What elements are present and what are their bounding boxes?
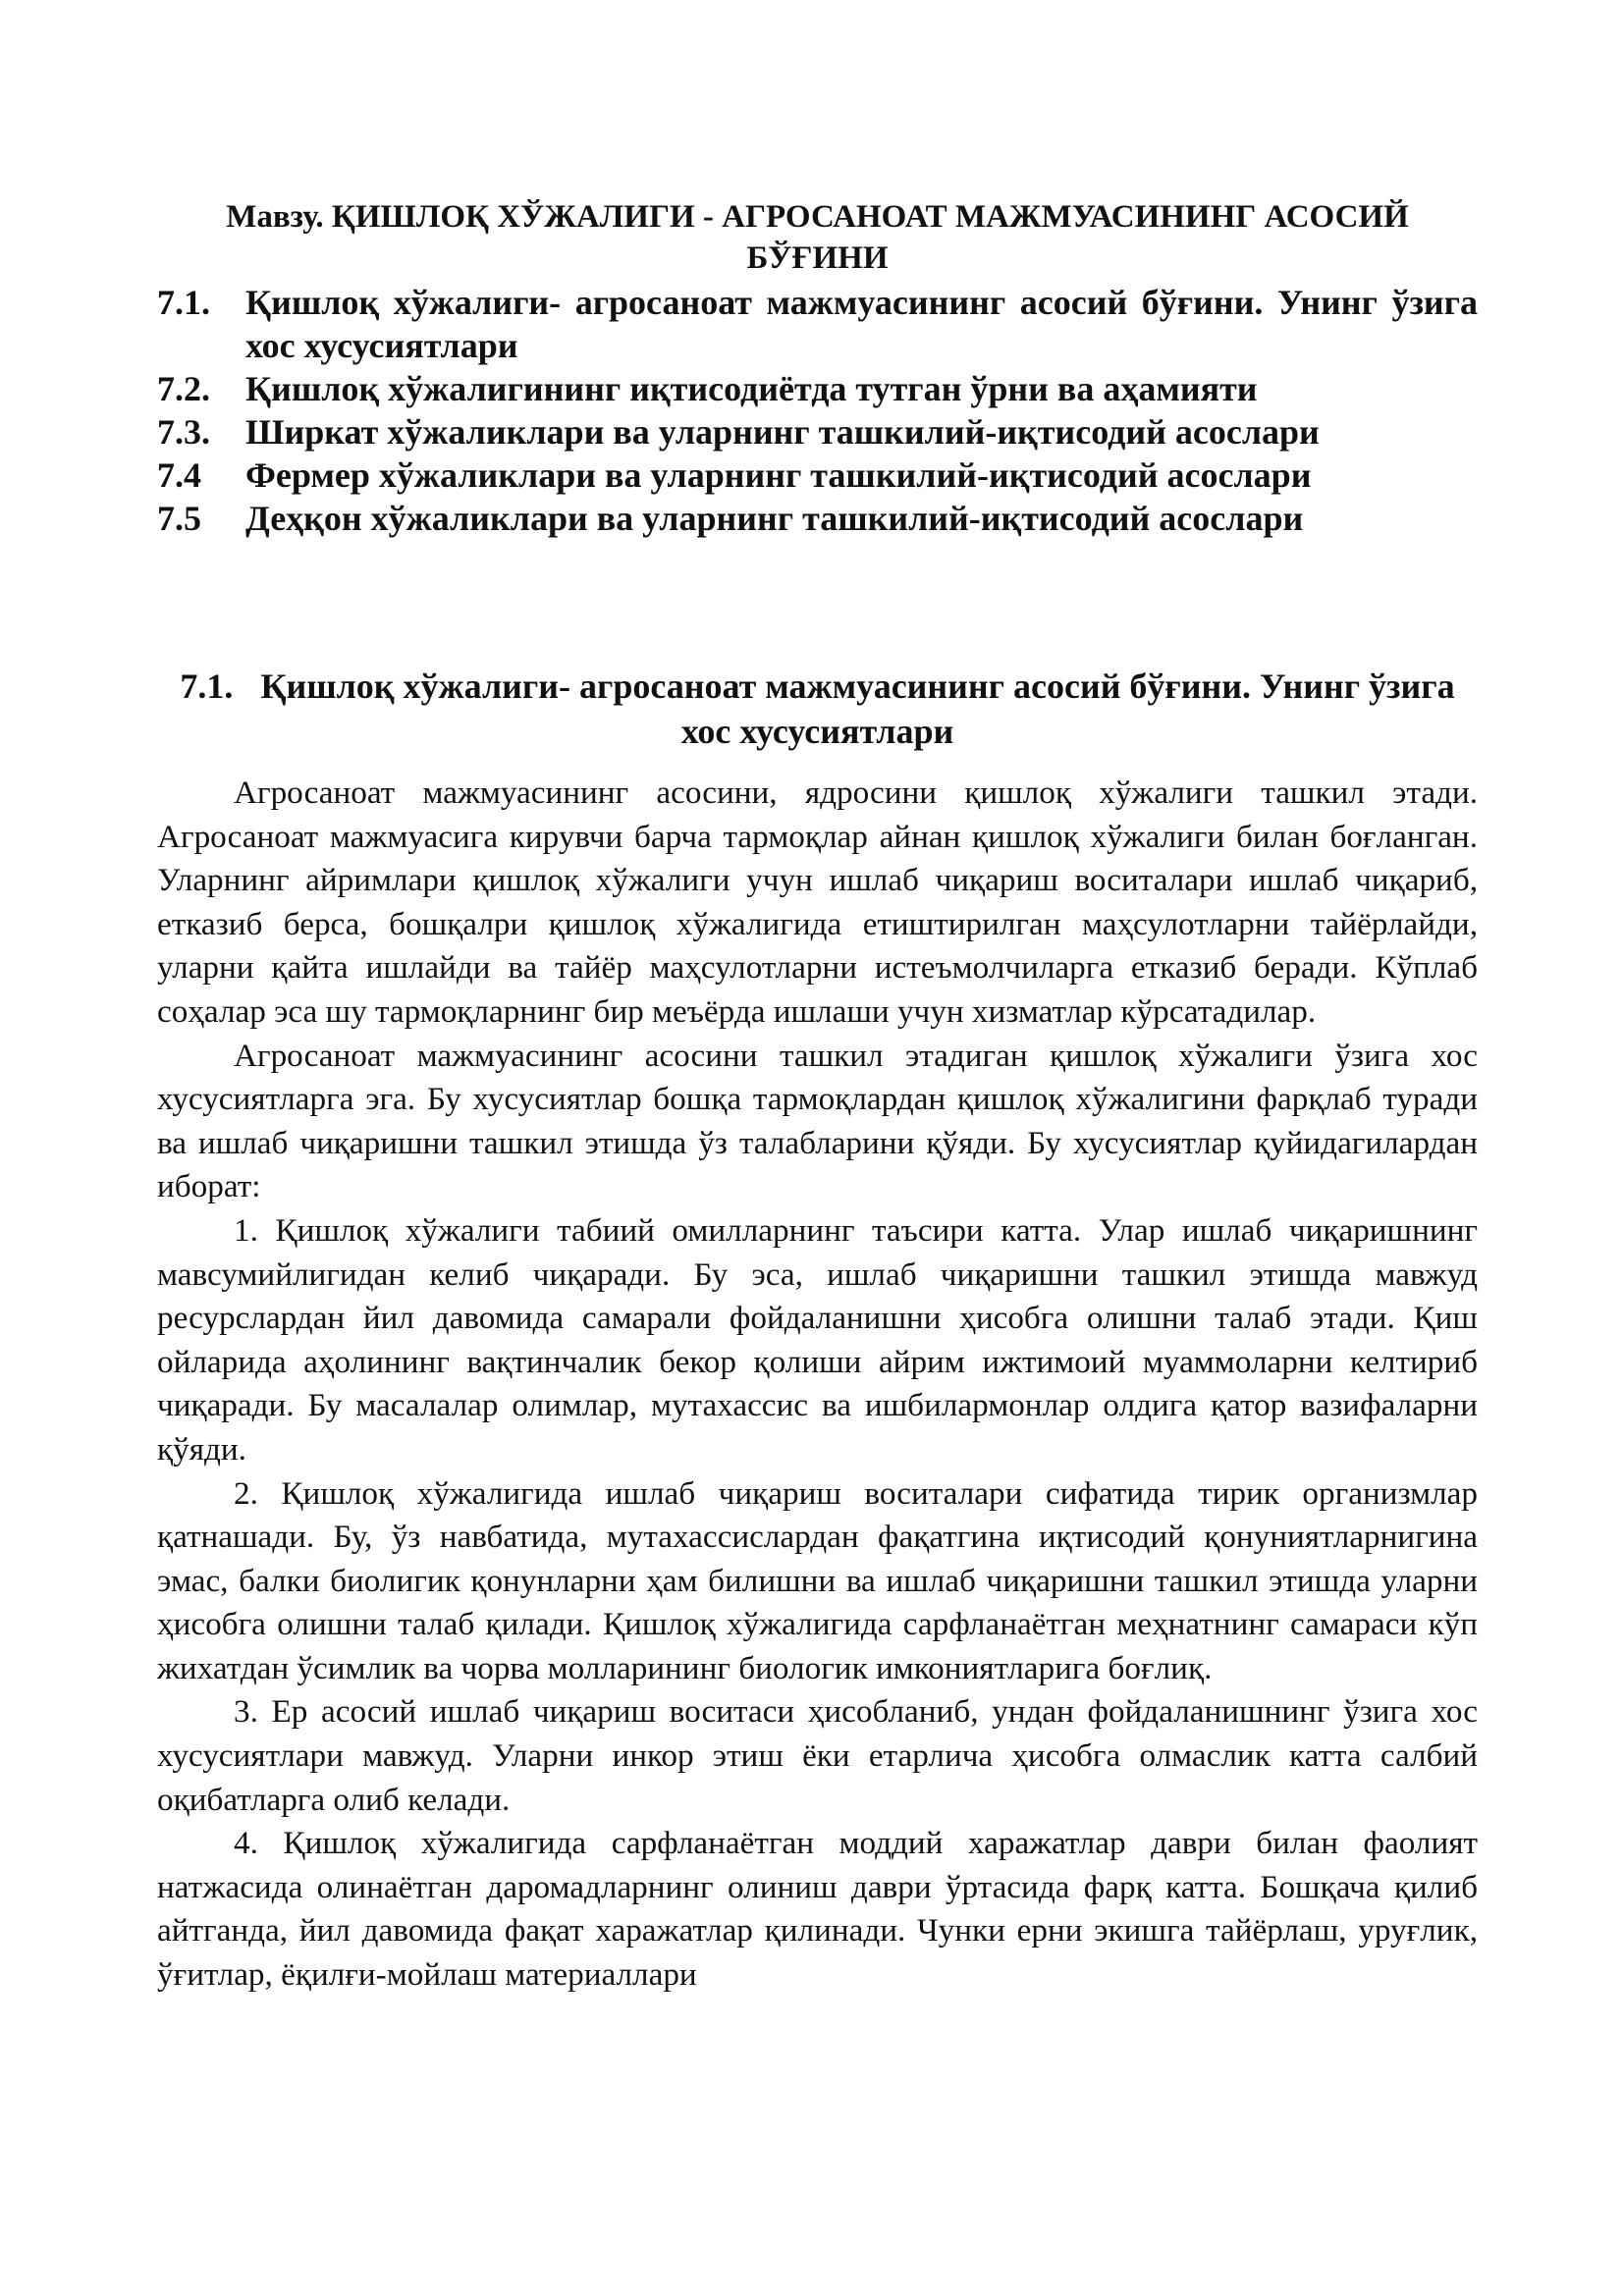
- body-text: [157, 772, 1478, 1998]
- toc-item: [157, 454, 1478, 497]
- topic-title: Мавзу. ҚИШЛОҚ ХЎЖАЛИГИ - АГРОСАНОАТ МАЖМУАСИНИНГ АСОСИЙ БЎҒИНИ: [226, 199, 1409, 276]
- toc-item-number: 7.2.: [157, 369, 210, 408]
- toc-item-label: Фермер хўжаликлари ва уларнинг ташкилий-иқтисодий асослари: [245, 455, 1312, 495]
- section-title: Қишлоқ хўжалиги- агросаноат мажмуасининг асосий бўғини. Унинг ўзига хос хусусиятлари: [260, 667, 1455, 751]
- toc-item: [157, 281, 1478, 367]
- paragraph: 1. Қишлоқ хўжалиги табиий омилларнинг таъсири катта. Улар ишлаб чиқаришнинг мавсумийлигидан келиб чиқаради. Бу эса, ишлаб чиқаришни ташкил этишда мавжуд ресурслардан йил давомида самарали фойдаланишни ҳисобга олишни талаб этади. Қиш ойларида аҳолининг вақтинчалик бекор қолиши айрим ижтимоий муаммоларни келтириб чиқаради. Бу масалалар олимлар, мутахассис ва ишбилармонлар олдига қатор вазифаларни қўяди.: [157, 1211, 1478, 1468]
- section-number: 7.1.: [180, 667, 234, 706]
- toc-item-label: Ширкат хўжаликлари ва уларнинг ташкилий-иқтисодий асослари: [245, 412, 1320, 452]
- paragraph: 2. Қишлоқ хўжалигида ишлаб чиқариш воситалари сифатида тирик организмлар қатнашади. Бу, ўз навбатида, мутахассислардан фақатгина иқтисодий қонуниятларнигина эмас, балки биолигик қонунларни ҳам билишни ва ишлаб чиқаришни ташкил этишда уларни ҳисобга олишни талаб қилади. Қишлоқ хўжалигида сарфланаётган меҳнатнинг самараси кўп жихатдан ўсимлик ва чорва молларининг биологик имкониятларига боғлиқ.: [157, 1474, 1478, 1686]
- toc-item-label: Қишлоқ хўжалиги- агросаноат мажмуасининг асосий бўғини. Унинг ўзига хос хусусиятлари: [245, 283, 1478, 365]
- toc-item-label: Қишлоқ хўжалигининг иқтисодиётда тутган ўрни ва аҳамияти: [245, 369, 1258, 408]
- paragraph: 4. Қишлоқ хўжалигида сарфланаётган моддий харажатлар даври билан фаолият натжасида олинаётган даромадларнинг олиниш даври ўртасида фарқ катта. Бошқача қилиб айтганда, йил давомида фақат харажатлар қилинади. Чунки ерни экишга тайёрлаш, уруғлик, ўғитлар, ёқилғи-мойлаш материаллари: [157, 1825, 1478, 1994]
- toc-item: [157, 497, 1478, 540]
- paragraph: 3. Ер асосий ишлаб чиқариш воситаси ҳисобланиб, ундан фойдаланишнинг ўзига хос хусусиятлари мавжуд. Уларни инкор этиш ёки етарлича ҳисобга олмаслик катта салбий оқибатларга олиб келади.: [157, 1693, 1478, 1818]
- toc-item-number: 7.5: [157, 499, 201, 538]
- paragraph: Агросаноат мажмуасининг асосини, ядросини қишлоқ хўжалиги ташкил этади. Агросаноат мажмуасига кирувчи барча тармоқлар айнан қишлоқ хўжалиги билан боғланган. Уларнинг айримлари қишлоқ хўжалиги учун ишлаб чиқариш воситалари ишлаб чиқариб, етказиб берса, бошқалри қишлоқ хўжалигида етиштирилган маҳсулотларни тайёрлайди, уларни қайта ишлайди ва тайёр маҳсулотларни истеъмолчиларга етказиб беради. Кўплаб соҳалар эса шу тармоқларнинг бир меъёрда ишлаши учун хизматлар кўрсатадилар.: [157, 774, 1478, 1030]
- section-heading: [157, 664, 1478, 754]
- toc-item-number: 7.1.: [157, 283, 210, 322]
- toc-item: [157, 367, 1478, 410]
- paragraph: Агросаноат мажмуасининг асосини ташкил этадиган қишлоқ хўжалиги ўзига хос хусусиятларга эга. Бу хусусиятлар бошқа тармоқлардан қишлоқ хўжалигини фарқлаб туради ва ишлаб чиқаришни ташкил этишда ўз талабларини қўяди. Бу хусусиятлар қуйидагилардан иборат:: [157, 1037, 1478, 1205]
- toc-item-number: 7.4: [157, 455, 201, 495]
- toc-item-number: 7.3.: [157, 412, 210, 452]
- toc-item: [157, 410, 1478, 454]
- table-of-contents: [157, 281, 1478, 540]
- document-page: [157, 196, 1478, 1998]
- toc-item-label: Деҳқон хўжаликлари ва уларнинг ташкилий-иқтисодий асослари: [245, 499, 1304, 538]
